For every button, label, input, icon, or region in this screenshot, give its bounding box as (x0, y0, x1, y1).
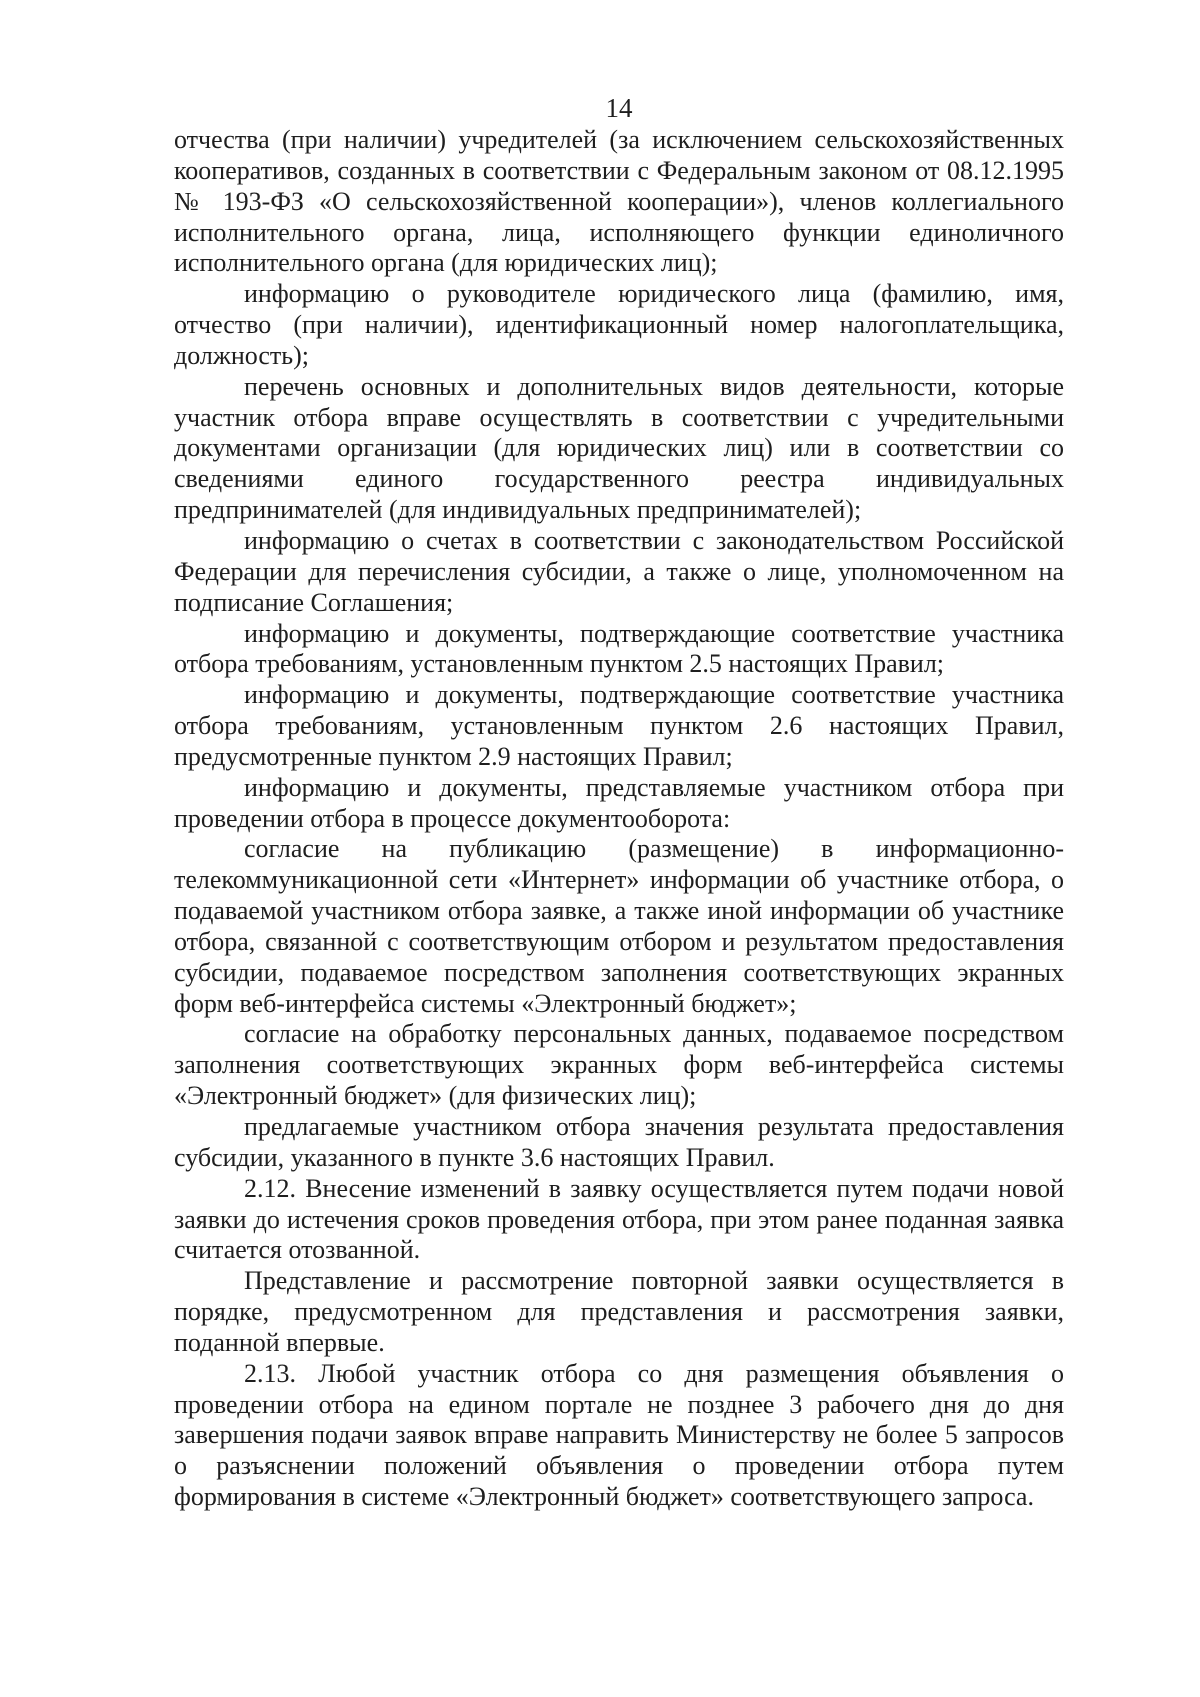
paragraph: информацию о руководителе юридического лица (фамилию, имя, отчество (при наличии), идентификационный номер налогоплательщика, должность); (174, 279, 1064, 370)
paragraph: 2.13. Любой участник отбора со дня размещения объявления о проведении отбора на едином портале не позднее 3 рабочего дня до дня завершения подачи заявок вправе направить Министерству не более 5 запросов о разъяснении положений объявления о проведении отбора путем формирования в системе «Электронный бюджет» соответствующего запроса. (174, 1358, 1064, 1512)
paragraph: согласие на обработку персональных данных, подаваемое посредством заполнения соответствующих экранных форм веб-интерфейса системы «Электронный бюджет» (для физических лиц); (174, 1019, 1064, 1111)
paragraph: Представление и рассмотрение повторной заявки осуществляется в порядке, предусмотренном для представления и рассмотрения заявки, поданной впервые. (174, 1266, 1064, 1357)
paragraph: перечень основных и дополнительных видов деятельности, которые участник отбора вправе осуществлять в соответствии с учредительными документами организации (для юридических лиц) или в соответствии со сведениями единого государственного реестра индивидуальных предпринимателей (для индивидуальных предпринимателей); (174, 371, 1064, 525)
paragraph: предлагаемые участником отбора значения результата предоставления субсидии, указанного в пункте 3.6 настоящих Правил. (174, 1112, 1064, 1172)
paragraph: отчества (при наличии) учредителей (за исключением сельскохозяйственных кооперативов, созданных в соответствии с Федеральным законом от 08.12.1995 № 193-ФЗ «О сельскохозяйственной кооперации»), членов коллегиального исполнительного органа, лица, исполняющего функции единоличного исполнительного органа (для юридических лиц); (174, 125, 1064, 278)
document-body (174, 125, 1064, 1513)
paragraph: 2.12. Внесение изменений в заявку осуществляется путем подачи новой заявки до истечения сроков проведения отбора, при этом ранее поданная заявка считается отозванной. (174, 1173, 1064, 1265)
paragraph: информацию и документы, подтверждающие соответствие участника отбора требованиям, установленным пунктом 2.6 настоящих Правил, предусмотренные пунктом 2.9 настоящих Правил; (174, 680, 1064, 771)
paragraph: информацию и документы, представляемые участником отбора при проведении отбора в процессе документооборота: (174, 772, 1064, 833)
paragraph: информацию и документы, подтверждающие соответствие участника отбора требованиям, установленным пунктом 2.5 настоящих Правил; (174, 618, 1064, 679)
page-number: 14 (605, 93, 633, 123)
paragraph: согласие на публикацию (размещение) в информационно-телекоммуникационной сети «Интернет» информации об участнике отбора, о подаваемой участником отбора заявке, а также иной информации об участнике отбора, связанной с соответствующим отбором и результатом предоставления субсидии, подаваемое посредством заполнения соответствующих экранных форм веб-интерфейса системы «Электронный бюджет»; (174, 834, 1064, 1018)
paragraph: информацию о счетах в соответствии с законодательством Российской Федерации для перечисления субсидии, а также о лице, уполномоченном на подписание Соглашения; (174, 525, 1064, 617)
